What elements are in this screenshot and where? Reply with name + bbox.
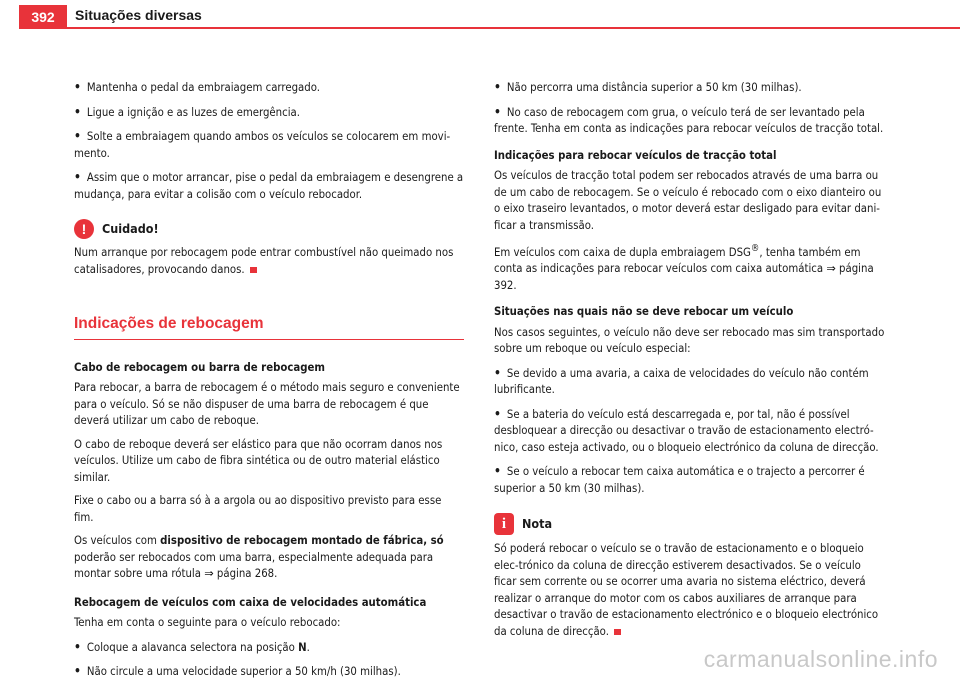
list-item: • Ligue a ignição e as luzes de emergência. (74, 104, 300, 119)
info-icon: i (494, 513, 514, 535)
page-header (0, 0, 960, 28)
subheading: Situações nas quais não se deve rebocar um veículo (494, 305, 794, 319)
section-title: Indicações de rebocagem (74, 315, 264, 332)
subheading: Indicações para rebocar veículos de tracção total (494, 148, 777, 162)
paragraph: Os veículos com dispositivo de rebocagem montado de fábrica, só poderão ser rebocados com uma barra, especialmente adequada para montar sobre uma rótula ⇒ página 268. (74, 534, 444, 580)
right-column (494, 79, 886, 647)
caution-header (74, 219, 464, 239)
page-ref-arrow-icon: ⇒ (204, 567, 214, 580)
caution-text: Num arranque por rebocagem pode entrar combustível não queimado nos catalisadores, provocando danos. (74, 246, 454, 276)
paragraph: Tenha em conta o seguinte para o veículo rebocado: (74, 616, 341, 629)
page-ref-arrow-icon: ⇒ (826, 262, 836, 276)
end-marker (614, 629, 621, 635)
page-title: Situações diversas (75, 7, 202, 23)
caution-title: Cuidado! (102, 220, 159, 236)
paragraph: Para rebocar, a barra de rebocagem é o método mais seguro e conveniente para o veículo. Só se não dispuser de uma barra de rebocagem é que deverá utilizar um cabo de reboque. (74, 381, 460, 427)
list-item: • Coloque a alavanca selectora na posição N. (74, 639, 310, 654)
page-number: 392 (19, 5, 67, 28)
list-item: • Se o veículo a rebocar tem caixa automática e o trajecto a percorrer é superior a 50 km (30 milhas). (494, 464, 865, 495)
subheading: Cabo de rebocagem ou barra de rebocagem (74, 360, 325, 374)
end-marker (250, 267, 257, 273)
page-ref-link[interactable]: página 392. (494, 262, 874, 292)
warning-icon: ! (74, 219, 94, 239)
list-item: • Assim que o motor arrancar, pise o pedal da embraiagem e desengrene a mudança, para evitar a colisão com o veículo rebocador. (74, 170, 464, 201)
watermark: carmanualsonline.info (703, 646, 938, 672)
section-rule (74, 339, 464, 340)
paragraph: Os veículos de tracção total podem ser rebocados através de uma barra ou de um cabo de rebocagem. Se o veículo é rebocado com o eixo dianteiro ou o eixo traseiro levantados, o motor deverá estar desligado para evitar dani-ficar a transmissão. (494, 169, 882, 232)
subheading: Rebocagem de veículos com caixa de velocidades automática (74, 595, 427, 609)
list-item: • Solte a embraiagem quando ambos os veículos se colocarem em movi-mento. (74, 129, 451, 160)
paragraph: Nos casos seguintes, o veículo não deve ser rebocado mas sim transportado sobre um reboque ou veículo especial: (494, 325, 885, 356)
note-title: Nota (522, 516, 553, 532)
list-item: • No caso de rebocagem com grua, o veículo terá de ser levantado pela frente. Tenha em conta as indicações para rebocar veículos de tracção total. (494, 104, 884, 135)
note-header (494, 513, 886, 535)
paragraph: O cabo de reboque deverá ser elástico para que não ocorram danos nos veículos. Utilize um cabo de fibra sintética ou de outro material elástico similar. (74, 437, 443, 484)
paragraph: Em veículos com caixa de dupla embraiagem DSG®, tenha também em conta as indicações para rebocar veículos com caixa automática ⇒ página 392. (494, 243, 874, 292)
list-item: • Mantenha o pedal da embraiagem carregado. (74, 80, 320, 94)
list-item: • Não circule a uma velocidade superior a 50 km/h (30 milhas). (74, 664, 401, 678)
left-column (74, 79, 464, 688)
list-item: • Se devido a uma avaria, a caixa de velocidades do veículo não contém lubrificante. (494, 365, 869, 397)
list-item: • Se a bateria do veículo está descarregada e, por tal, não é possível desbloquear a direcção ou desactivar o travão de estacionamento electró-nico, caso esteja activado, ou o bloqueio electrónico da coluna de direcção. (494, 406, 879, 454)
page-ref-link[interactable]: página 268. (213, 567, 278, 580)
note-text: Só poderá rebocar o veículo se o travão de estacionamento e o bloqueio elec-trónico da coluna de direcção estiverem desactivados. Se o veículo ficar sem corrente ou se ocorrer uma avaria no sistema eléctrico, deverá realizar o arranque do motor com os cabos auxiliares de arranque para desactivar o travão de estacionamento electrónico e o bloqueio electrónico da coluna de direcção. (494, 542, 879, 638)
list-item: • Não percorra uma distância superior a 50 km (30 milhas). (494, 80, 802, 94)
header-rule (19, 27, 960, 29)
paragraph: Fixe o cabo ou a barra só à a argola ou ao dispositivo previsto para esse fim. (74, 494, 442, 524)
